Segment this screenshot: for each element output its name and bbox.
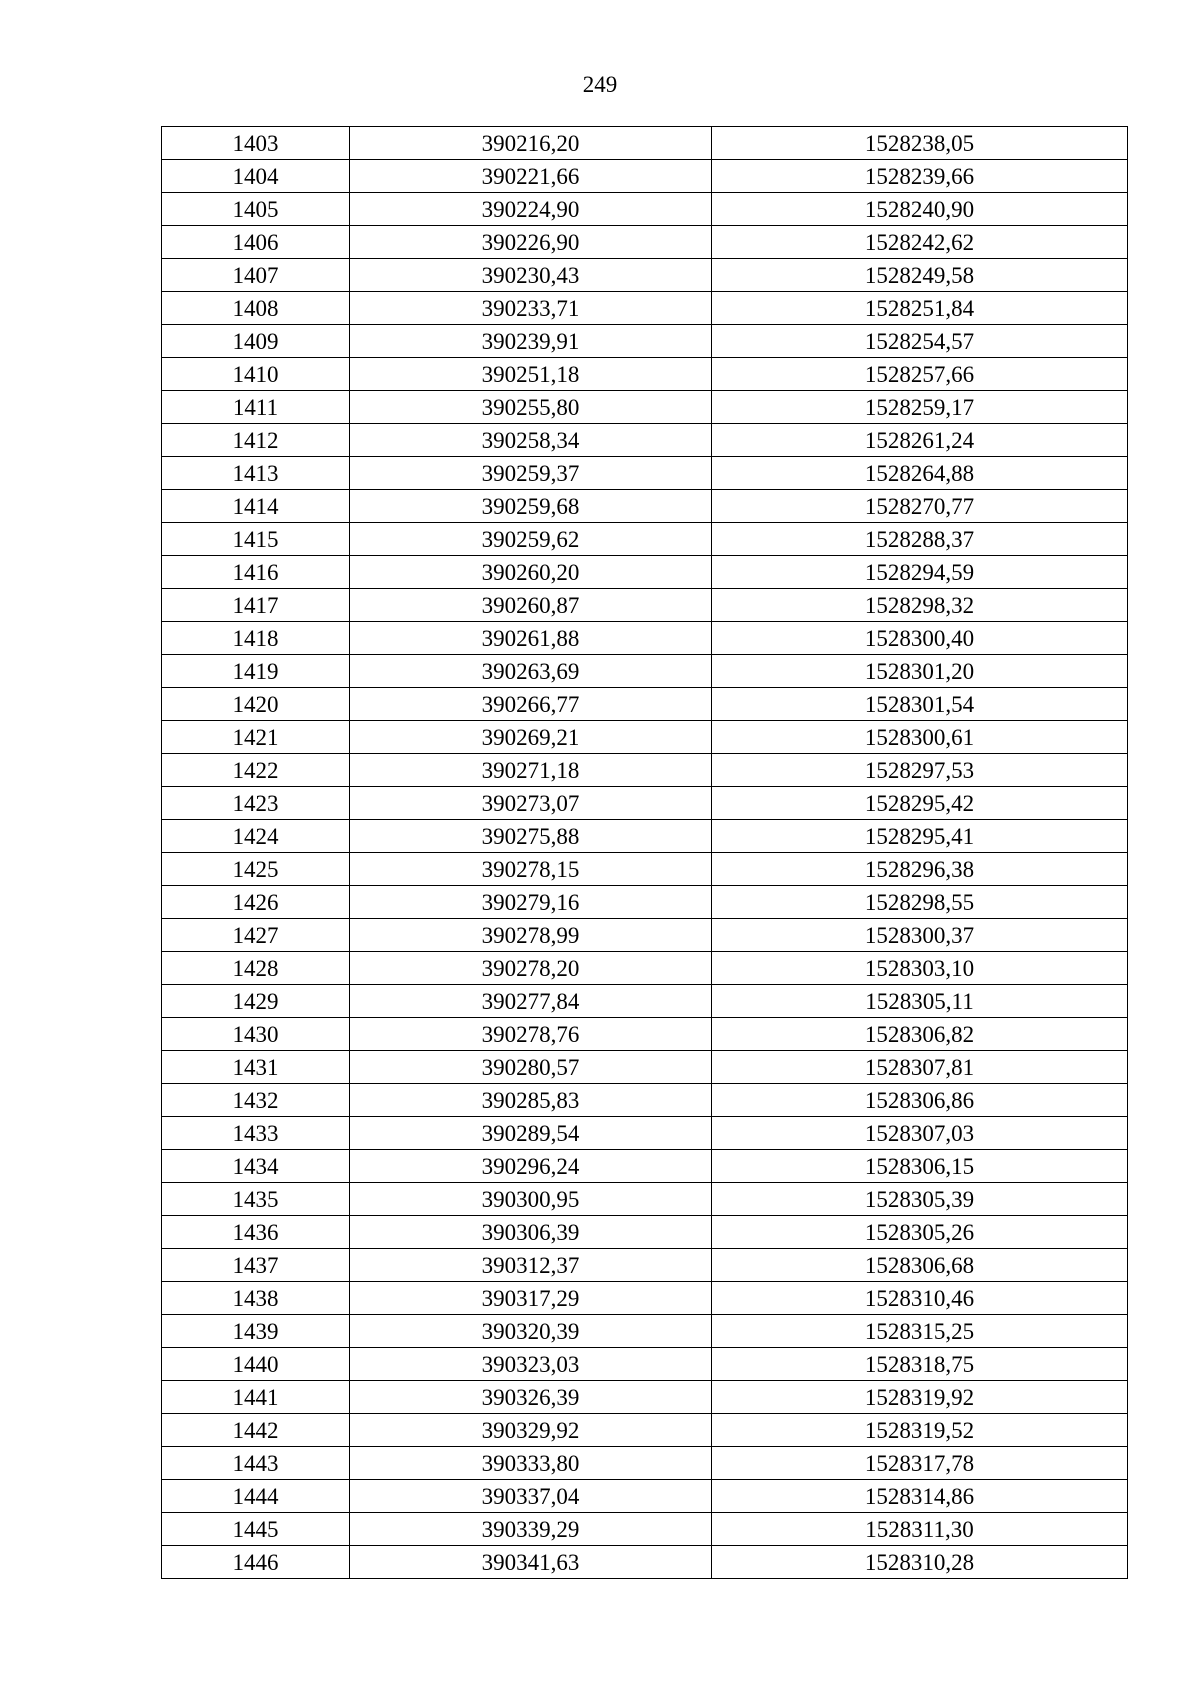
x-coordinate-cell: 390269,21 [350,721,712,754]
y-coordinate-cell: 1528303,10 [712,952,1128,985]
y-coordinate-cell: 1528310,28 [712,1546,1128,1579]
y-coordinate-cell: 1528242,62 [712,226,1128,259]
table-row [162,1150,1128,1183]
y-coordinate-cell: 1528306,15 [712,1150,1128,1183]
table-row [162,556,1128,589]
point-number-cell: 1442 [162,1414,350,1447]
y-coordinate-cell: 1528314,86 [712,1480,1128,1513]
point-number-cell: 1426 [162,886,350,919]
point-number-cell: 1430 [162,1018,350,1051]
table-row [162,457,1128,490]
x-coordinate-cell: 390221,66 [350,160,712,193]
point-number-cell: 1429 [162,985,350,1018]
x-coordinate-cell: 390278,76 [350,1018,712,1051]
y-coordinate-cell: 1528297,53 [712,754,1128,787]
table-row [162,292,1128,325]
y-coordinate-cell: 1528306,86 [712,1084,1128,1117]
x-coordinate-cell: 390255,80 [350,391,712,424]
y-coordinate-cell: 1528315,25 [712,1315,1128,1348]
point-number-cell: 1433 [162,1117,350,1150]
point-number-cell: 1417 [162,589,350,622]
y-coordinate-cell: 1528261,24 [712,424,1128,457]
table-row [162,1084,1128,1117]
point-number-cell: 1434 [162,1150,350,1183]
table-row [162,1513,1128,1546]
x-coordinate-cell: 390296,24 [350,1150,712,1183]
page-number: 249 [582,72,618,97]
coordinates-table [161,126,1128,1579]
y-coordinate-cell: 1528295,42 [712,787,1128,820]
table-row [162,1183,1128,1216]
table-row [162,952,1128,985]
x-coordinate-cell: 390278,15 [350,853,712,886]
y-coordinate-cell: 1528254,57 [712,325,1128,358]
x-coordinate-cell: 390239,91 [350,325,712,358]
point-number-cell: 1432 [162,1084,350,1117]
point-number-cell: 1420 [162,688,350,721]
table-row [162,193,1128,226]
y-coordinate-cell: 1528264,88 [712,457,1128,490]
x-coordinate-cell: 390326,39 [350,1381,712,1414]
y-coordinate-cell: 1528319,52 [712,1414,1128,1447]
x-coordinate-cell: 390273,07 [350,787,712,820]
point-number-cell: 1441 [162,1381,350,1414]
table-row [162,358,1128,391]
x-coordinate-cell: 390258,34 [350,424,712,457]
x-coordinate-cell: 390216,20 [350,127,712,160]
y-coordinate-cell: 1528300,37 [712,919,1128,952]
x-coordinate-cell: 390280,57 [350,1051,712,1084]
table-row [162,1282,1128,1315]
x-coordinate-cell: 390226,90 [350,226,712,259]
point-number-cell: 1411 [162,391,350,424]
point-number-cell: 1414 [162,490,350,523]
y-coordinate-cell: 1528239,66 [712,160,1128,193]
table-row [162,1315,1128,1348]
y-coordinate-cell: 1528305,26 [712,1216,1128,1249]
x-coordinate-cell: 390317,29 [350,1282,712,1315]
x-coordinate-cell: 390339,29 [350,1513,712,1546]
point-number-cell: 1421 [162,721,350,754]
x-coordinate-cell: 390278,99 [350,919,712,952]
y-coordinate-cell: 1528298,55 [712,886,1128,919]
point-number-cell: 1439 [162,1315,350,1348]
x-coordinate-cell: 390278,20 [350,952,712,985]
y-coordinate-cell: 1528298,32 [712,589,1128,622]
table-row [162,721,1128,754]
table-row [162,820,1128,853]
table-row [162,754,1128,787]
y-coordinate-cell: 1528301,54 [712,688,1128,721]
y-coordinate-cell: 1528301,20 [712,655,1128,688]
point-number-cell: 1412 [162,424,350,457]
x-coordinate-cell: 390279,16 [350,886,712,919]
y-coordinate-cell: 1528305,39 [712,1183,1128,1216]
y-coordinate-cell: 1528270,77 [712,490,1128,523]
x-coordinate-cell: 390251,18 [350,358,712,391]
y-coordinate-cell: 1528251,84 [712,292,1128,325]
table-row [162,325,1128,358]
x-coordinate-cell: 390312,37 [350,1249,712,1282]
y-coordinate-cell: 1528305,11 [712,985,1128,1018]
x-coordinate-cell: 390259,62 [350,523,712,556]
table-row [162,853,1128,886]
x-coordinate-cell: 390259,68 [350,490,712,523]
table-row [162,622,1128,655]
table-row [162,523,1128,556]
y-coordinate-cell: 1528310,46 [712,1282,1128,1315]
table-row [162,886,1128,919]
point-number-cell: 1445 [162,1513,350,1546]
x-coordinate-cell: 390341,63 [350,1546,712,1579]
point-number-cell: 1419 [162,655,350,688]
y-coordinate-cell: 1528307,81 [712,1051,1128,1084]
table-row [162,1018,1128,1051]
point-number-cell: 1408 [162,292,350,325]
y-coordinate-cell: 1528249,58 [712,259,1128,292]
y-coordinate-cell: 1528294,59 [712,556,1128,589]
point-number-cell: 1435 [162,1183,350,1216]
y-coordinate-cell: 1528317,78 [712,1447,1128,1480]
y-coordinate-cell: 1528295,41 [712,820,1128,853]
point-number-cell: 1444 [162,1480,350,1513]
x-coordinate-cell: 390277,84 [350,985,712,1018]
point-number-cell: 1443 [162,1447,350,1480]
point-number-cell: 1436 [162,1216,350,1249]
point-number-cell: 1423 [162,787,350,820]
x-coordinate-cell: 390230,43 [350,259,712,292]
table-row [162,1447,1128,1480]
x-coordinate-cell: 390320,39 [350,1315,712,1348]
point-number-cell: 1440 [162,1348,350,1381]
x-coordinate-cell: 390261,88 [350,622,712,655]
x-coordinate-cell: 390300,95 [350,1183,712,1216]
x-coordinate-cell: 390260,87 [350,589,712,622]
table-row [162,1348,1128,1381]
point-number-cell: 1425 [162,853,350,886]
table-row [162,985,1128,1018]
x-coordinate-cell: 390323,03 [350,1348,712,1381]
table-row [162,490,1128,523]
table-row [162,160,1128,193]
table-row [162,226,1128,259]
y-coordinate-cell: 1528259,17 [712,391,1128,424]
point-number-cell: 1413 [162,457,350,490]
y-coordinate-cell: 1528306,82 [712,1018,1128,1051]
y-coordinate-cell: 1528311,30 [712,1513,1128,1546]
point-number-cell: 1428 [162,952,350,985]
table-row [162,1480,1128,1513]
point-number-cell: 1418 [162,622,350,655]
y-coordinate-cell: 1528307,03 [712,1117,1128,1150]
table-row [162,688,1128,721]
y-coordinate-cell: 1528300,61 [712,721,1128,754]
y-coordinate-cell: 1528300,40 [712,622,1128,655]
x-coordinate-cell: 390285,83 [350,1084,712,1117]
table-row [162,1249,1128,1282]
table-row [162,1546,1128,1579]
point-number-cell: 1403 [162,127,350,160]
point-number-cell: 1409 [162,325,350,358]
point-number-cell: 1424 [162,820,350,853]
coordinates-table-body [162,127,1128,1579]
y-coordinate-cell: 1528306,68 [712,1249,1128,1282]
x-coordinate-cell: 390259,37 [350,457,712,490]
point-number-cell: 1416 [162,556,350,589]
table-row [162,391,1128,424]
y-coordinate-cell: 1528296,38 [712,853,1128,886]
table-row [162,1117,1128,1150]
x-coordinate-cell: 390329,92 [350,1414,712,1447]
table-row [162,1051,1128,1084]
table-row [162,127,1128,160]
table-row [162,919,1128,952]
y-coordinate-cell: 1528238,05 [712,127,1128,160]
table-row [162,1216,1128,1249]
x-coordinate-cell: 390224,90 [350,193,712,226]
point-number-cell: 1446 [162,1546,350,1579]
table-row [162,259,1128,292]
point-number-cell: 1415 [162,523,350,556]
point-number-cell: 1438 [162,1282,350,1315]
point-number-cell: 1405 [162,193,350,226]
point-number-cell: 1437 [162,1249,350,1282]
table-row [162,1381,1128,1414]
table-row [162,1414,1128,1447]
x-coordinate-cell: 390289,54 [350,1117,712,1150]
x-coordinate-cell: 390275,88 [350,820,712,853]
table-row [162,589,1128,622]
point-number-cell: 1404 [162,160,350,193]
x-coordinate-cell: 390306,39 [350,1216,712,1249]
point-number-cell: 1407 [162,259,350,292]
x-coordinate-cell: 390266,77 [350,688,712,721]
table-row [162,787,1128,820]
y-coordinate-cell: 1528240,90 [712,193,1128,226]
point-number-cell: 1431 [162,1051,350,1084]
x-coordinate-cell: 390260,20 [350,556,712,589]
x-coordinate-cell: 390333,80 [350,1447,712,1480]
point-number-cell: 1406 [162,226,350,259]
point-number-cell: 1410 [162,358,350,391]
table-row [162,424,1128,457]
y-coordinate-cell: 1528288,37 [712,523,1128,556]
x-coordinate-cell: 390263,69 [350,655,712,688]
y-coordinate-cell: 1528318,75 [712,1348,1128,1381]
point-number-cell: 1422 [162,754,350,787]
table-row [162,655,1128,688]
y-coordinate-cell: 1528319,92 [712,1381,1128,1414]
x-coordinate-cell: 390337,04 [350,1480,712,1513]
y-coordinate-cell: 1528257,66 [712,358,1128,391]
x-coordinate-cell: 390233,71 [350,292,712,325]
point-number-cell: 1427 [162,919,350,952]
x-coordinate-cell: 390271,18 [350,754,712,787]
